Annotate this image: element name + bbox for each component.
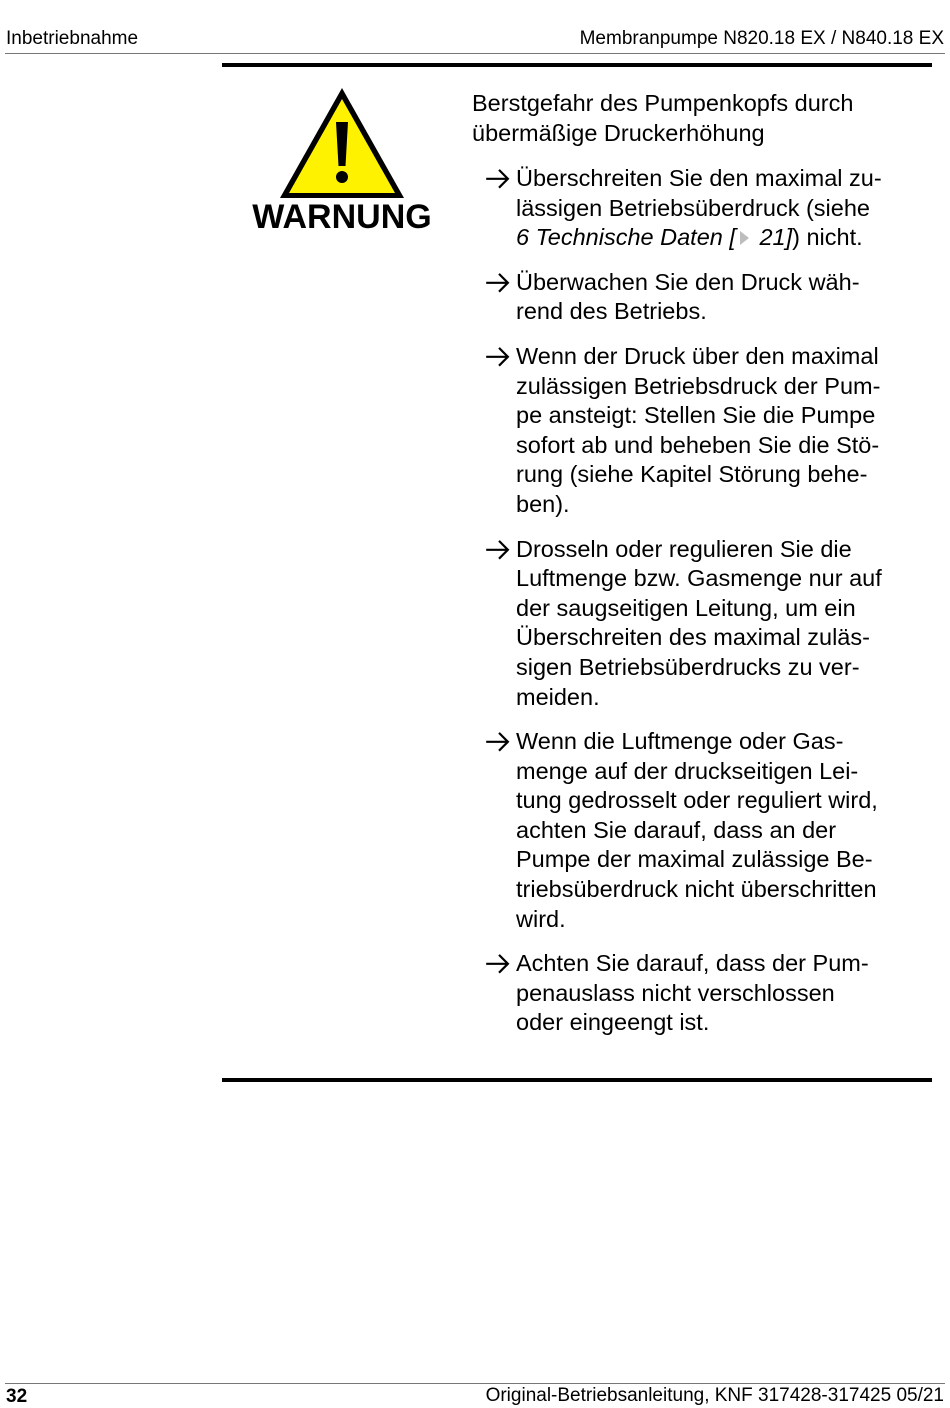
technical-data-link[interactable] xyxy=(516,224,792,250)
arrow-right-icon xyxy=(484,268,515,298)
measure-line: Luftmenge bzw. Gasmenge nur auf xyxy=(516,565,882,592)
measure-line: meiden. xyxy=(516,683,600,710)
warning-title-line: Berstgefahr des Pumpenkopfs durch xyxy=(472,90,854,116)
measure-line: lässigen Betriebsüberdruck (siehe xyxy=(516,194,870,221)
page-number: 32 xyxy=(6,1386,28,1407)
warning-bottom-rule xyxy=(222,1078,932,1082)
reference-page: 21] xyxy=(752,224,793,251)
measure-line: Wenn der Druck über den maximal xyxy=(516,342,879,369)
reference-text: 6 Technische Daten [ xyxy=(516,224,736,251)
measure-line: Drosseln oder regulieren Sie die xyxy=(516,535,852,562)
measure-line: oder eingeengt ist. xyxy=(516,1009,710,1036)
measure-line: Überschreiten des maximal zuläs- xyxy=(516,624,870,651)
warning-top-rule xyxy=(222,63,932,67)
measure-line: ben). xyxy=(516,490,570,517)
header-section-title: Inbetriebnahme xyxy=(6,28,139,49)
measure-line: Überschreiten Sie den maximal zu- xyxy=(516,165,882,191)
measure-line: Achten Sie darauf, dass der Pum- xyxy=(516,950,869,977)
measure-line: Wenn die Luftmenge oder Gas- xyxy=(516,728,844,755)
warning-exclamation-dot xyxy=(336,171,348,183)
arrow-right-icon xyxy=(484,535,515,565)
warning-measure-item xyxy=(484,268,930,327)
measure-line: zulässigen Betriebsdruck der Pum- xyxy=(516,372,881,399)
arrow-right-icon xyxy=(484,727,515,757)
warning-measure-item xyxy=(484,164,930,253)
measure-line: Pumpe der maximal zulässige Be- xyxy=(516,846,873,873)
measure-line: achten Sie darauf, dass an der xyxy=(516,816,837,843)
warning-measure-item xyxy=(484,535,930,713)
arrow-right-icon xyxy=(484,949,515,979)
warning-measure-item xyxy=(484,727,930,934)
measure-line: sigen Betriebsüberdrucks zu ver- xyxy=(516,653,860,680)
measure-line: penauslass nicht verschlossen xyxy=(516,979,835,1006)
warning-measure-item xyxy=(484,342,930,520)
measure-line: der saugseitigen Leitung, um ein xyxy=(516,594,856,621)
measure-line: rend des Betriebs. xyxy=(516,298,707,325)
warning-triangle-icon xyxy=(278,86,406,200)
measure-line: menge auf der druckseitigen Lei- xyxy=(516,757,859,784)
measure-line: tung gedrosselt oder reguliert wird, xyxy=(516,787,878,814)
reference-tail: ) nicht. xyxy=(792,224,863,251)
footer-document-id: Original-Betriebsanleitung, KNF 317428-317425 05/21 xyxy=(485,1385,944,1406)
measure-line: Überwachen Sie den Druck wäh- xyxy=(516,268,860,295)
header-divider xyxy=(5,53,945,54)
measure-line xyxy=(516,223,930,253)
warning-signal-word: WARNUNG xyxy=(252,198,432,236)
measure-line: sofort ab und beheben Sie die Stö- xyxy=(516,431,880,458)
warning-measures-list xyxy=(484,164,930,1053)
warning-measure-item xyxy=(484,949,930,1038)
arrow-right-icon xyxy=(484,342,515,372)
footer-divider xyxy=(5,1383,945,1384)
measure-line: wird. xyxy=(516,905,566,932)
header-product-title: Membranpumpe N820.18 EX / N840.18 EX xyxy=(579,28,944,49)
measure-line: triebsüberdruck nicht überschritten xyxy=(516,876,877,903)
arrow-right-icon xyxy=(484,164,515,194)
page-reference-icon xyxy=(738,230,751,246)
warning-title-line: übermäßige Druckerhöhung xyxy=(472,119,765,146)
measure-line: pe ansteigt: Stellen Sie die Pumpe xyxy=(516,402,876,429)
measure-line: rung (siehe Kapitel Störung behe- xyxy=(516,461,868,488)
warning-title xyxy=(472,89,922,148)
